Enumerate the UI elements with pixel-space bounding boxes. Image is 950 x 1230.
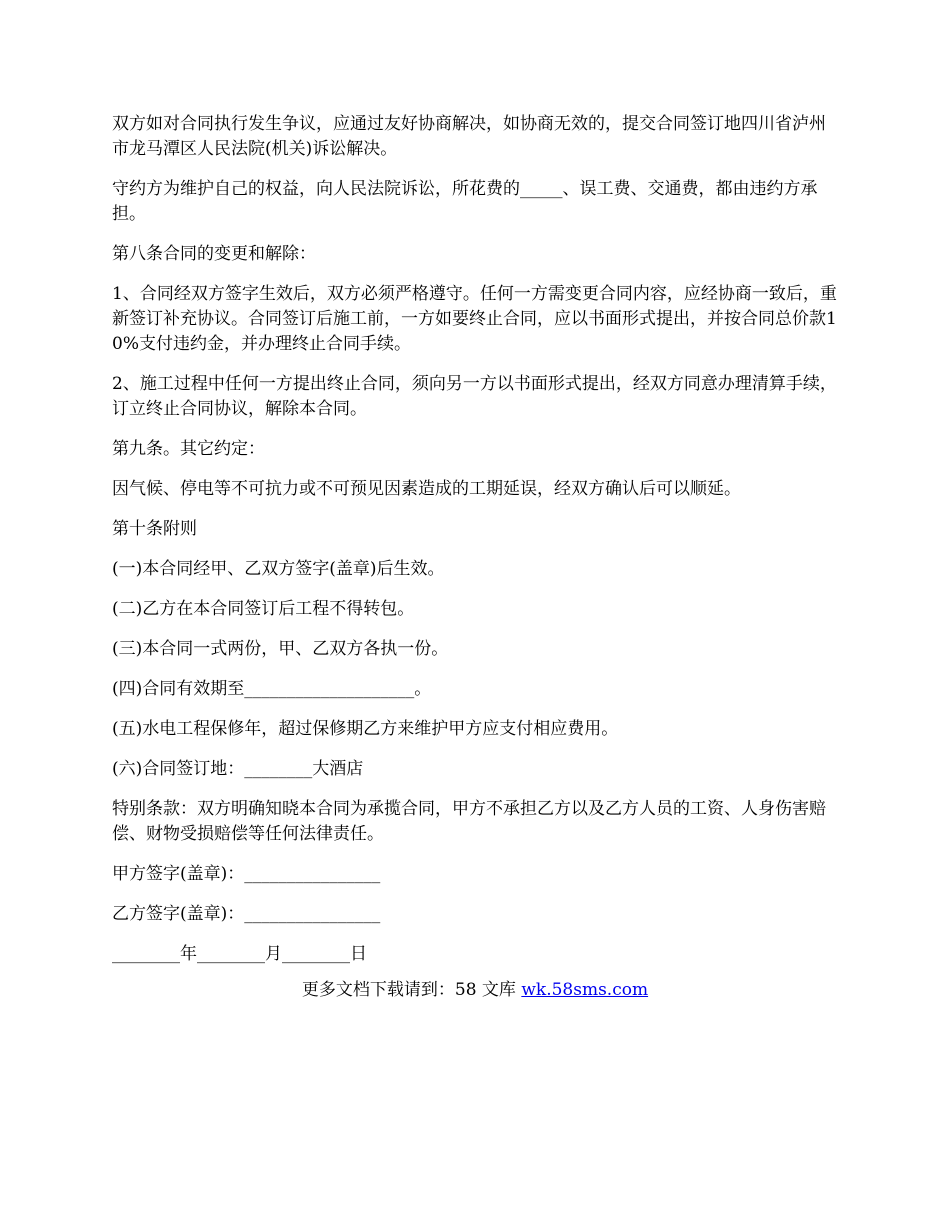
special-terms: 特别条款：双方明确知晓本合同为承揽合同，甲方不承担乙方以及乙方人员的工资、人身伤害赔偿、财物受损赔偿等任何法律责任。 xyxy=(112,799,826,844)
footer-prefix: 更多文档下载请到：58 文库 xyxy=(301,980,522,1000)
paragraph-force-majeure: 因气候、停电等不可抗力或不可预见因素造成的工期延误，经双方确认后可以顺延。 xyxy=(112,479,741,499)
party-a-signature: 甲方签字(盖章)：________________ xyxy=(112,864,381,884)
clause-4: (四)合同有效期至____________________。 xyxy=(112,679,432,699)
paragraph-litigation-costs: 守约方为维护自己的权益，向人民法院诉讼，所花费的_____、误工费、交通费，都由违约方承担。 xyxy=(112,179,818,224)
paragraph-article-8-item-1: 1、合同经双方签字生效后，双方必须严格遵守。任何一方需变更合同内容，应经协商一致后，重新签订补充协议。合同签订后施工前，一方如要终止合同，应以书面形式提出，并按合同总价款10%支付违约金，并办理终止合同手续。 xyxy=(112,284,837,354)
paragraph-article-8-item-2: 2、施工过程中任何一方提出终止合同，须向另一方以书面形式提出，经双方同意办理清算手续，订立终止合同协议，解除本合同。 xyxy=(112,374,837,419)
paragraph-dispute-resolution: 双方如对合同执行发生争议，应通过友好协商解决，如协商无效的，提交合同签订地四川省泸州市龙马潭区人民法院(机关)诉讼解决。 xyxy=(112,114,826,159)
document-body xyxy=(112,112,840,982)
clause-1: (一)本合同经甲、乙双方签字(盖章)后生效。 xyxy=(112,559,445,579)
heading-article-10: 第十条附则 xyxy=(112,519,197,539)
heading-article-9: 第九条。其它约定： xyxy=(112,439,265,459)
party-b-signature: 乙方签字(盖章)：________________ xyxy=(112,904,381,924)
clause-2: (二)乙方在本合同签订后工程不得转包。 xyxy=(112,599,415,619)
footer xyxy=(0,978,950,1003)
clause-3: (三)本合同一式两份，甲、乙双方各执一份。 xyxy=(112,639,449,659)
footer-link[interactable]: wk.58sms.com xyxy=(521,980,649,1000)
date-line: ________年________月________日 xyxy=(112,944,367,964)
clause-6: (六)合同签订地：________大酒店 xyxy=(112,759,364,779)
heading-article-8: 第八条合同的变更和解除： xyxy=(112,244,316,264)
clause-5: (五)水电工程保修年，超过保修期乙方来维护甲方应支付相应费用。 xyxy=(112,719,619,739)
